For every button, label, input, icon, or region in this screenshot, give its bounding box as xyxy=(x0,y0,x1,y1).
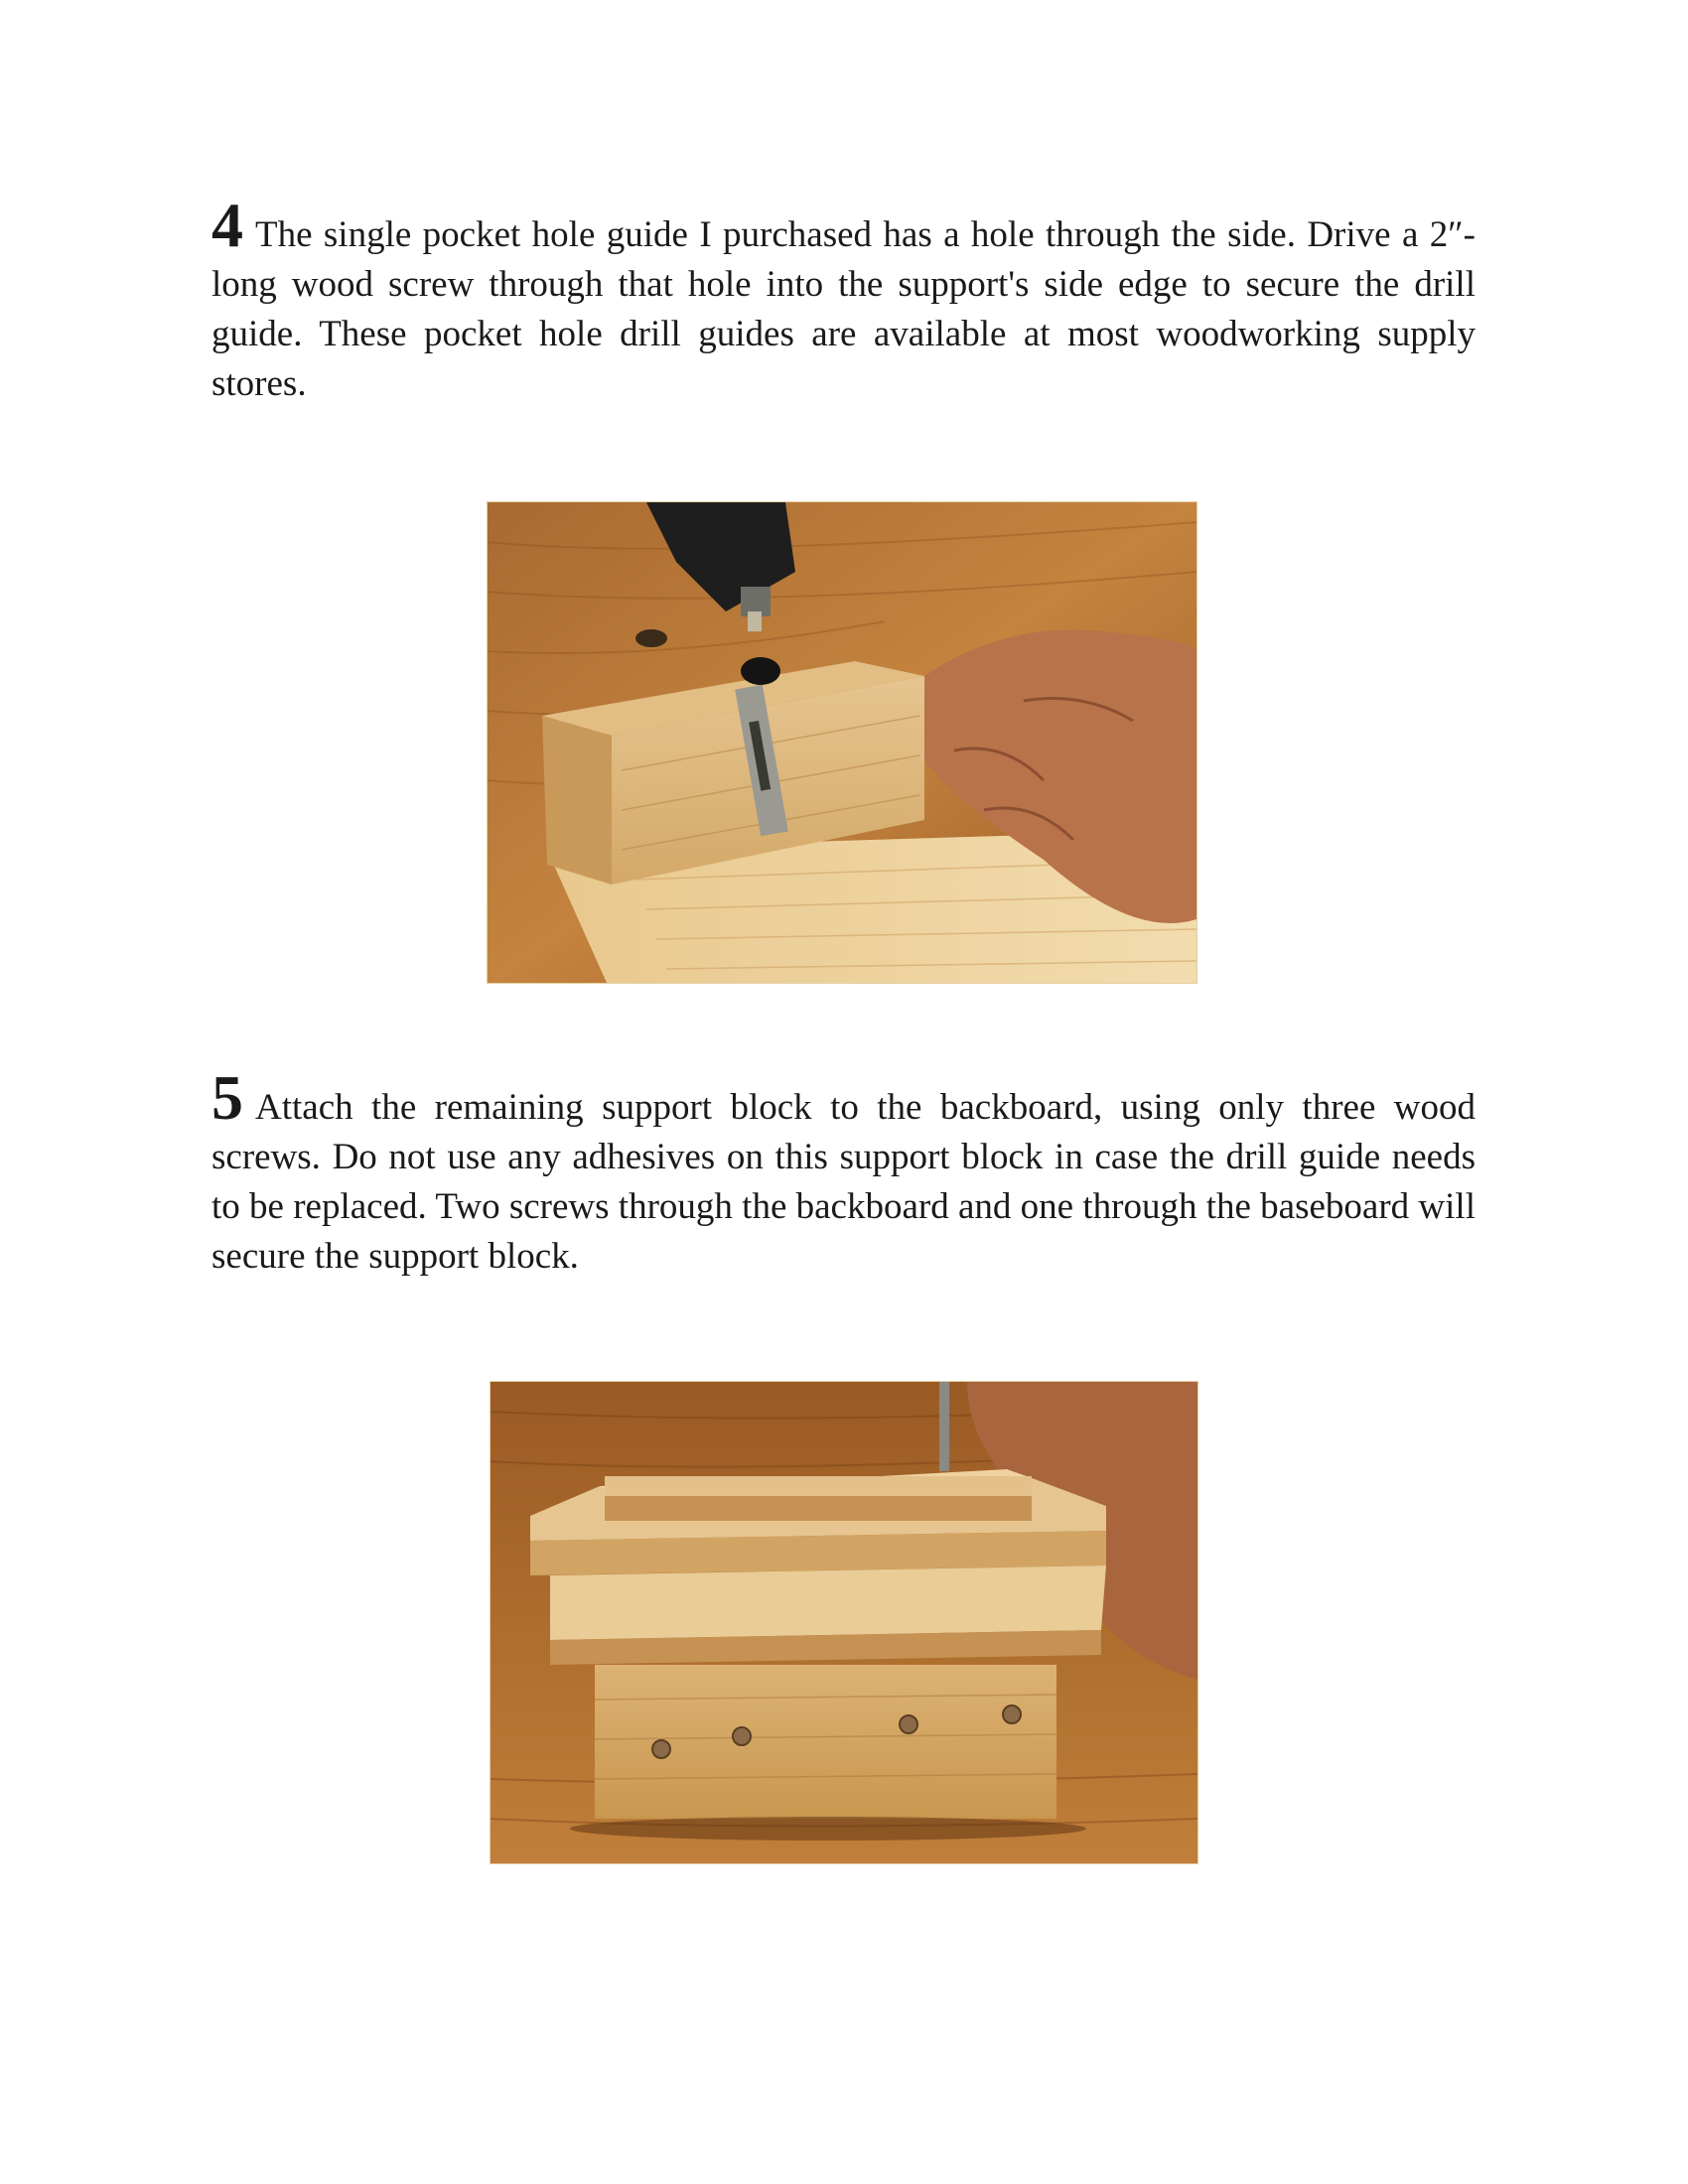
photo-support-block-attachment xyxy=(490,1381,1198,1864)
step-4-paragraph xyxy=(211,190,1476,409)
support-block-photo-illustration xyxy=(491,1382,1197,1863)
photo-drill-guide-attachment xyxy=(487,501,1197,984)
step-5-text: Attach the remaining support block to the backboard, using only three wood screws. Do not use any adhesives on this support block in case the drill guide needs to be replaced. Two screws through the backboard and one through the baseboard will secure the support block. xyxy=(211,1087,1476,1277)
step-5-paragraph xyxy=(211,1062,1476,1282)
step-5-number: 5 xyxy=(211,1062,243,1133)
drill-guide-photo-illustration xyxy=(488,502,1196,983)
step-4-text: The single pocket hole guide I purchased has a hole through the side. Drive a 2″-long wood screw through that hole into the support's side edge to secure the drill guide. These pocket hole drill guides are available at most woodworking supply stores. xyxy=(211,214,1476,404)
step-4-number: 4 xyxy=(211,190,243,260)
